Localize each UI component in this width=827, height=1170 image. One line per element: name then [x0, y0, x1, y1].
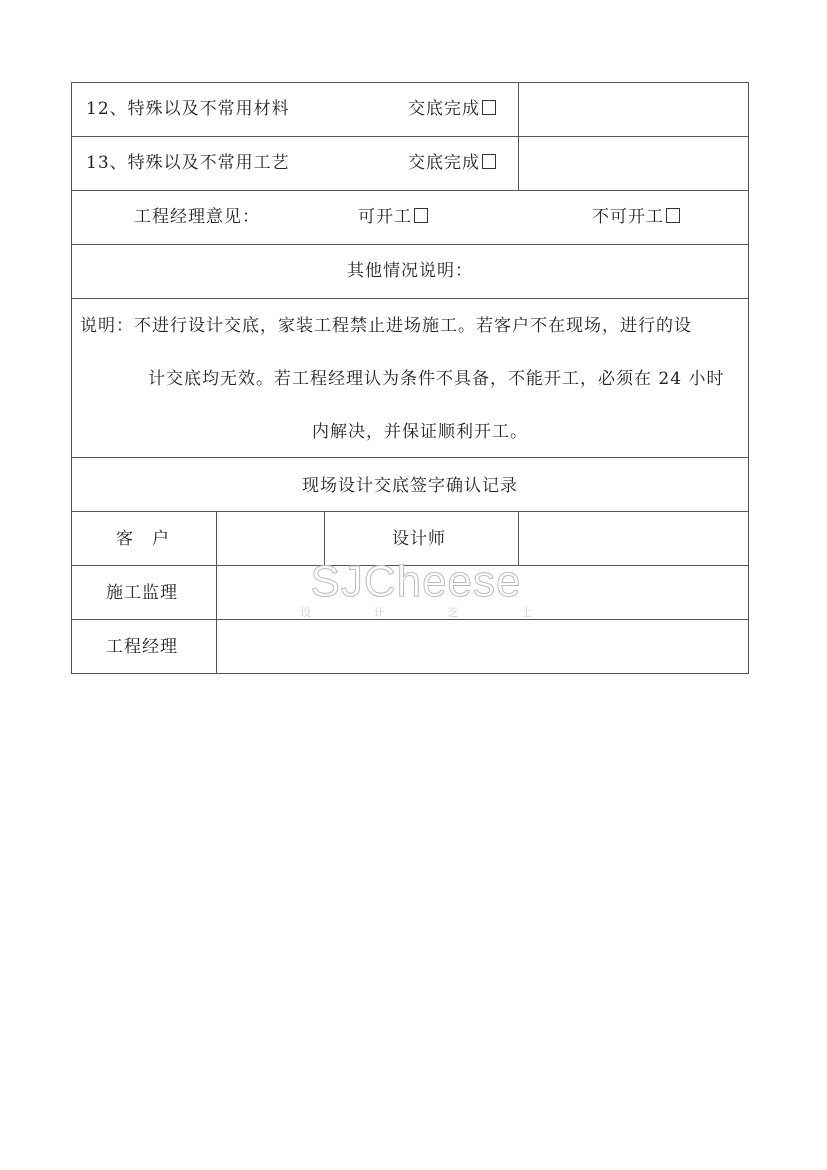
table-border [748, 82, 749, 674]
manager-label: 工程经理 [106, 637, 178, 657]
note-line: 说明：不进行设计交底，家装工程禁止进场施工。若客户不在现场，进行的设 [80, 316, 692, 336]
table-border [71, 82, 72, 674]
watermark-brand: SJCheese [310, 557, 522, 606]
watermark-char: 计 [373, 606, 385, 619]
cannot-start-option: 不可开工 [592, 207, 680, 227]
watermark-logo [296, 557, 536, 620]
table-border [71, 511, 749, 512]
checkbox[interactable] [482, 154, 496, 169]
can-start-option: 可开工 [358, 207, 428, 227]
item13-status: 交底完成 [408, 153, 496, 173]
watermark-char: 士 [520, 606, 532, 619]
item13-label: 13、特殊以及不常用工艺 [86, 153, 290, 173]
supervisor-label: 施工监理 [106, 583, 178, 603]
checkbox[interactable] [414, 208, 428, 223]
table-border [71, 298, 749, 299]
table-border [71, 190, 749, 191]
table-border [71, 82, 749, 83]
watermark-char: 芝 [447, 606, 459, 619]
opinion-label: 工程经理意见： [134, 207, 260, 227]
note-line: 计交底均无效。若工程经理认为条件不具备，不能开工，必须在 24 小时 [148, 369, 725, 389]
customer-label: 客 户 [116, 529, 170, 549]
item12-status: 交底完成 [408, 99, 496, 119]
table-border [71, 244, 749, 245]
record-title: 现场设计交底签字确认记录 [302, 476, 518, 496]
item12-label: 12、特殊以及不常用材料 [86, 99, 290, 119]
table-border [71, 457, 749, 458]
checkbox[interactable] [482, 100, 496, 115]
note-line: 内解决，并保证顺利开工。 [312, 422, 528, 442]
table-border [71, 136, 749, 137]
watermark-char: 设 [300, 606, 311, 619]
table-border [518, 82, 519, 190]
other-notes-label: 其他情况说明： [347, 261, 473, 281]
table-border [71, 673, 749, 674]
checkbox[interactable] [666, 208, 680, 223]
table-border [216, 511, 217, 673]
designer-label: 设计师 [392, 529, 446, 549]
